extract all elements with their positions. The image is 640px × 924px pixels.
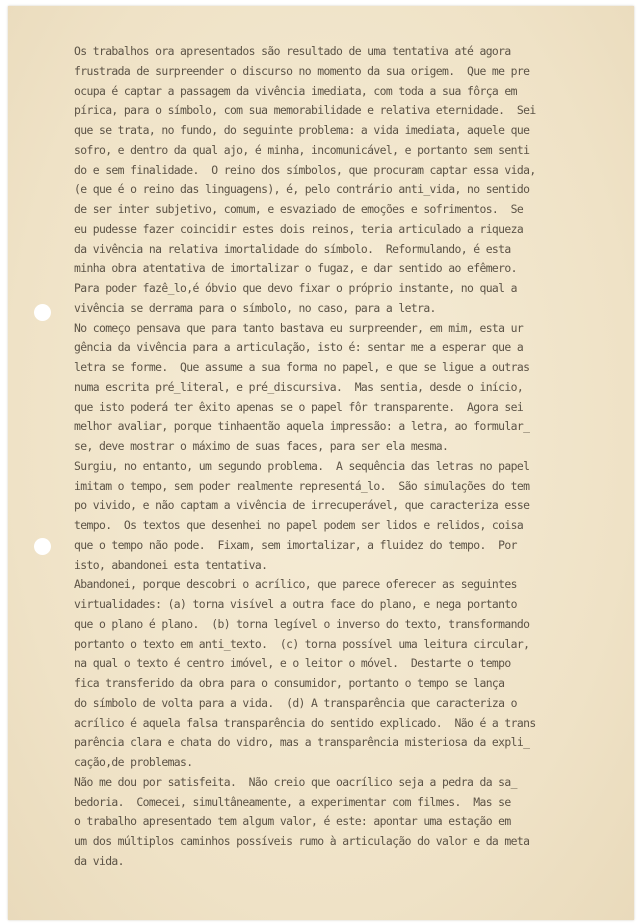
text-line: (e que é o reino das linguagens), é, pelo contrário anti_vida, no sentido bbox=[74, 182, 530, 197]
text-line: Para poder fazê_lo,é óbvio que devo fixar o próprio instante, no qual a bbox=[74, 281, 517, 295]
text-line: numa escrita pré_literal, e pré_discursiva. Mas sentia, desde o início, bbox=[74, 379, 524, 394]
text-line: tempo. Os textos que desenhei no papel podem ser lidos e relidos, coisa bbox=[74, 518, 524, 532]
text-line: cação,de problemas. bbox=[74, 755, 193, 769]
text-line: na qual o texto é centro imóvel, e o leitor o móvel. Destarte o tempo bbox=[74, 656, 511, 671]
text-line: pírica, para o símbolo, com sua memorabilidade e relativa eternidade. Sei bbox=[74, 103, 536, 118]
text-line: que o tempo não pode. Fixam, sem imortalizar, a fluidez do tempo. Por bbox=[74, 537, 517, 552]
text-line: da vida. bbox=[74, 853, 124, 868]
text-line: se, deve mostrar o máximo de suas faces, para ser ela mesma. bbox=[74, 439, 449, 453]
punch-hole-top bbox=[34, 304, 51, 321]
text-line: de ser inter subjetivo, comum, e esvaziado de emoções e sofrimentos. Se bbox=[74, 202, 524, 216]
text-line: ocupa é captar a passagem da vivência imediata, com toda a sua fôrça em bbox=[74, 83, 517, 98]
text-line: Não me dou por satisfeita. Não creio que oacrílico seja a pedra da sa_ bbox=[74, 774, 517, 789]
text-line: letra se forme. Que assume a sua forma no papel, e que se ligue a outras bbox=[74, 360, 530, 374]
text-line: do símbolo de volta para a vida. (d) A transparência que caracteriza o bbox=[74, 695, 517, 710]
text-line: fica transferido da obra para o consumidor, portanto o tempo se lança bbox=[74, 676, 505, 690]
text-line: portanto o texto em anti_texto. (c) torna possível uma leitura circular, bbox=[74, 636, 530, 651]
text-line: o trabalho apresentado tem algum valor, é este: apontar uma estação em bbox=[74, 814, 511, 829]
text-line: eu pudesse fazer coincidir estes dois reinos, teria articulado a riqueza bbox=[74, 221, 524, 236]
text-line: vivência se derrama para o símbolo, no caso, para a letra. bbox=[74, 300, 436, 315]
text-line: virtualidades: (a) torna visível a outra face do plano, e nega portanto bbox=[74, 597, 517, 611]
text-line: Os trabalhos ora apresentados são resultado de uma tentativa até agora bbox=[74, 44, 511, 58]
text-line: da vivência na relativa imortalidade do símbolo. Reformulando, é esta bbox=[74, 241, 511, 256]
text-line: No começo pensava que para tanto bastava eu surpreender, em mim, esta ur bbox=[74, 320, 524, 335]
text-line: gência da vivência para a articulação, isto é: sentar me a esperar que a bbox=[74, 340, 524, 355]
text-line: imitam o tempo, sem poder realmente representá_lo. São simulações do tem bbox=[74, 478, 530, 493]
text-line: Abandonei, porque descobri o acrílico, que parece oferecer as seguintes bbox=[74, 577, 517, 592]
text-line: melhor avaliar, porque tinhaentão aquela impressão: a letra, ao formular_ bbox=[74, 419, 530, 434]
text-line: do e sem finalidade. O reino dos símbolos, que procuram captar essa vida, bbox=[74, 162, 536, 177]
typewritten-page bbox=[8, 6, 634, 920]
punch-hole-bottom bbox=[34, 538, 51, 555]
text-line: um dos múltiplos caminhos possíveis rumo à articulação do valor e da meta bbox=[74, 834, 530, 848]
typewritten-text bbox=[74, 42, 634, 872]
text-line: Surgiu, no entanto, um segundo problema. A sequência das letras no papel bbox=[74, 458, 530, 473]
text-line: minha obra atentativa de imortalizar o fugaz, e dar sentido ao efêmero. bbox=[74, 261, 517, 276]
text-line: parência clara e chata do vidro, mas a transparência misteriosa da expli_ bbox=[74, 735, 530, 750]
text-line: acrílico é aquela falsa transparência do sentido explicado. Não é a trans bbox=[74, 715, 536, 730]
text-line: po vivido, e não captam a vivência de irrecuperável, que caracteriza esse bbox=[74, 498, 530, 513]
text-line: isto, abandonei esta tentativa. bbox=[74, 557, 268, 572]
text-line: bedoria. Comecei, simultâneamente, a experimentar com filmes. Mas se bbox=[74, 794, 511, 809]
text-line: que se trata, no fundo, do seguinte problema: a vida imediata, aquele que bbox=[74, 123, 530, 137]
text-line: que isto poderá ter êxito apenas se o papel fôr transparente. Agora sei bbox=[74, 399, 524, 414]
text-line: sofro, e dentro da qual ajo, é minha, incomunicável, e portanto sem senti bbox=[74, 142, 530, 157]
text-line: frustrada de surpreender o discurso no momento da sua origem. Que me pre bbox=[74, 63, 530, 78]
text-line: que o plano é plano. (b) torna legível o inverso do texto, transformando bbox=[74, 616, 530, 631]
